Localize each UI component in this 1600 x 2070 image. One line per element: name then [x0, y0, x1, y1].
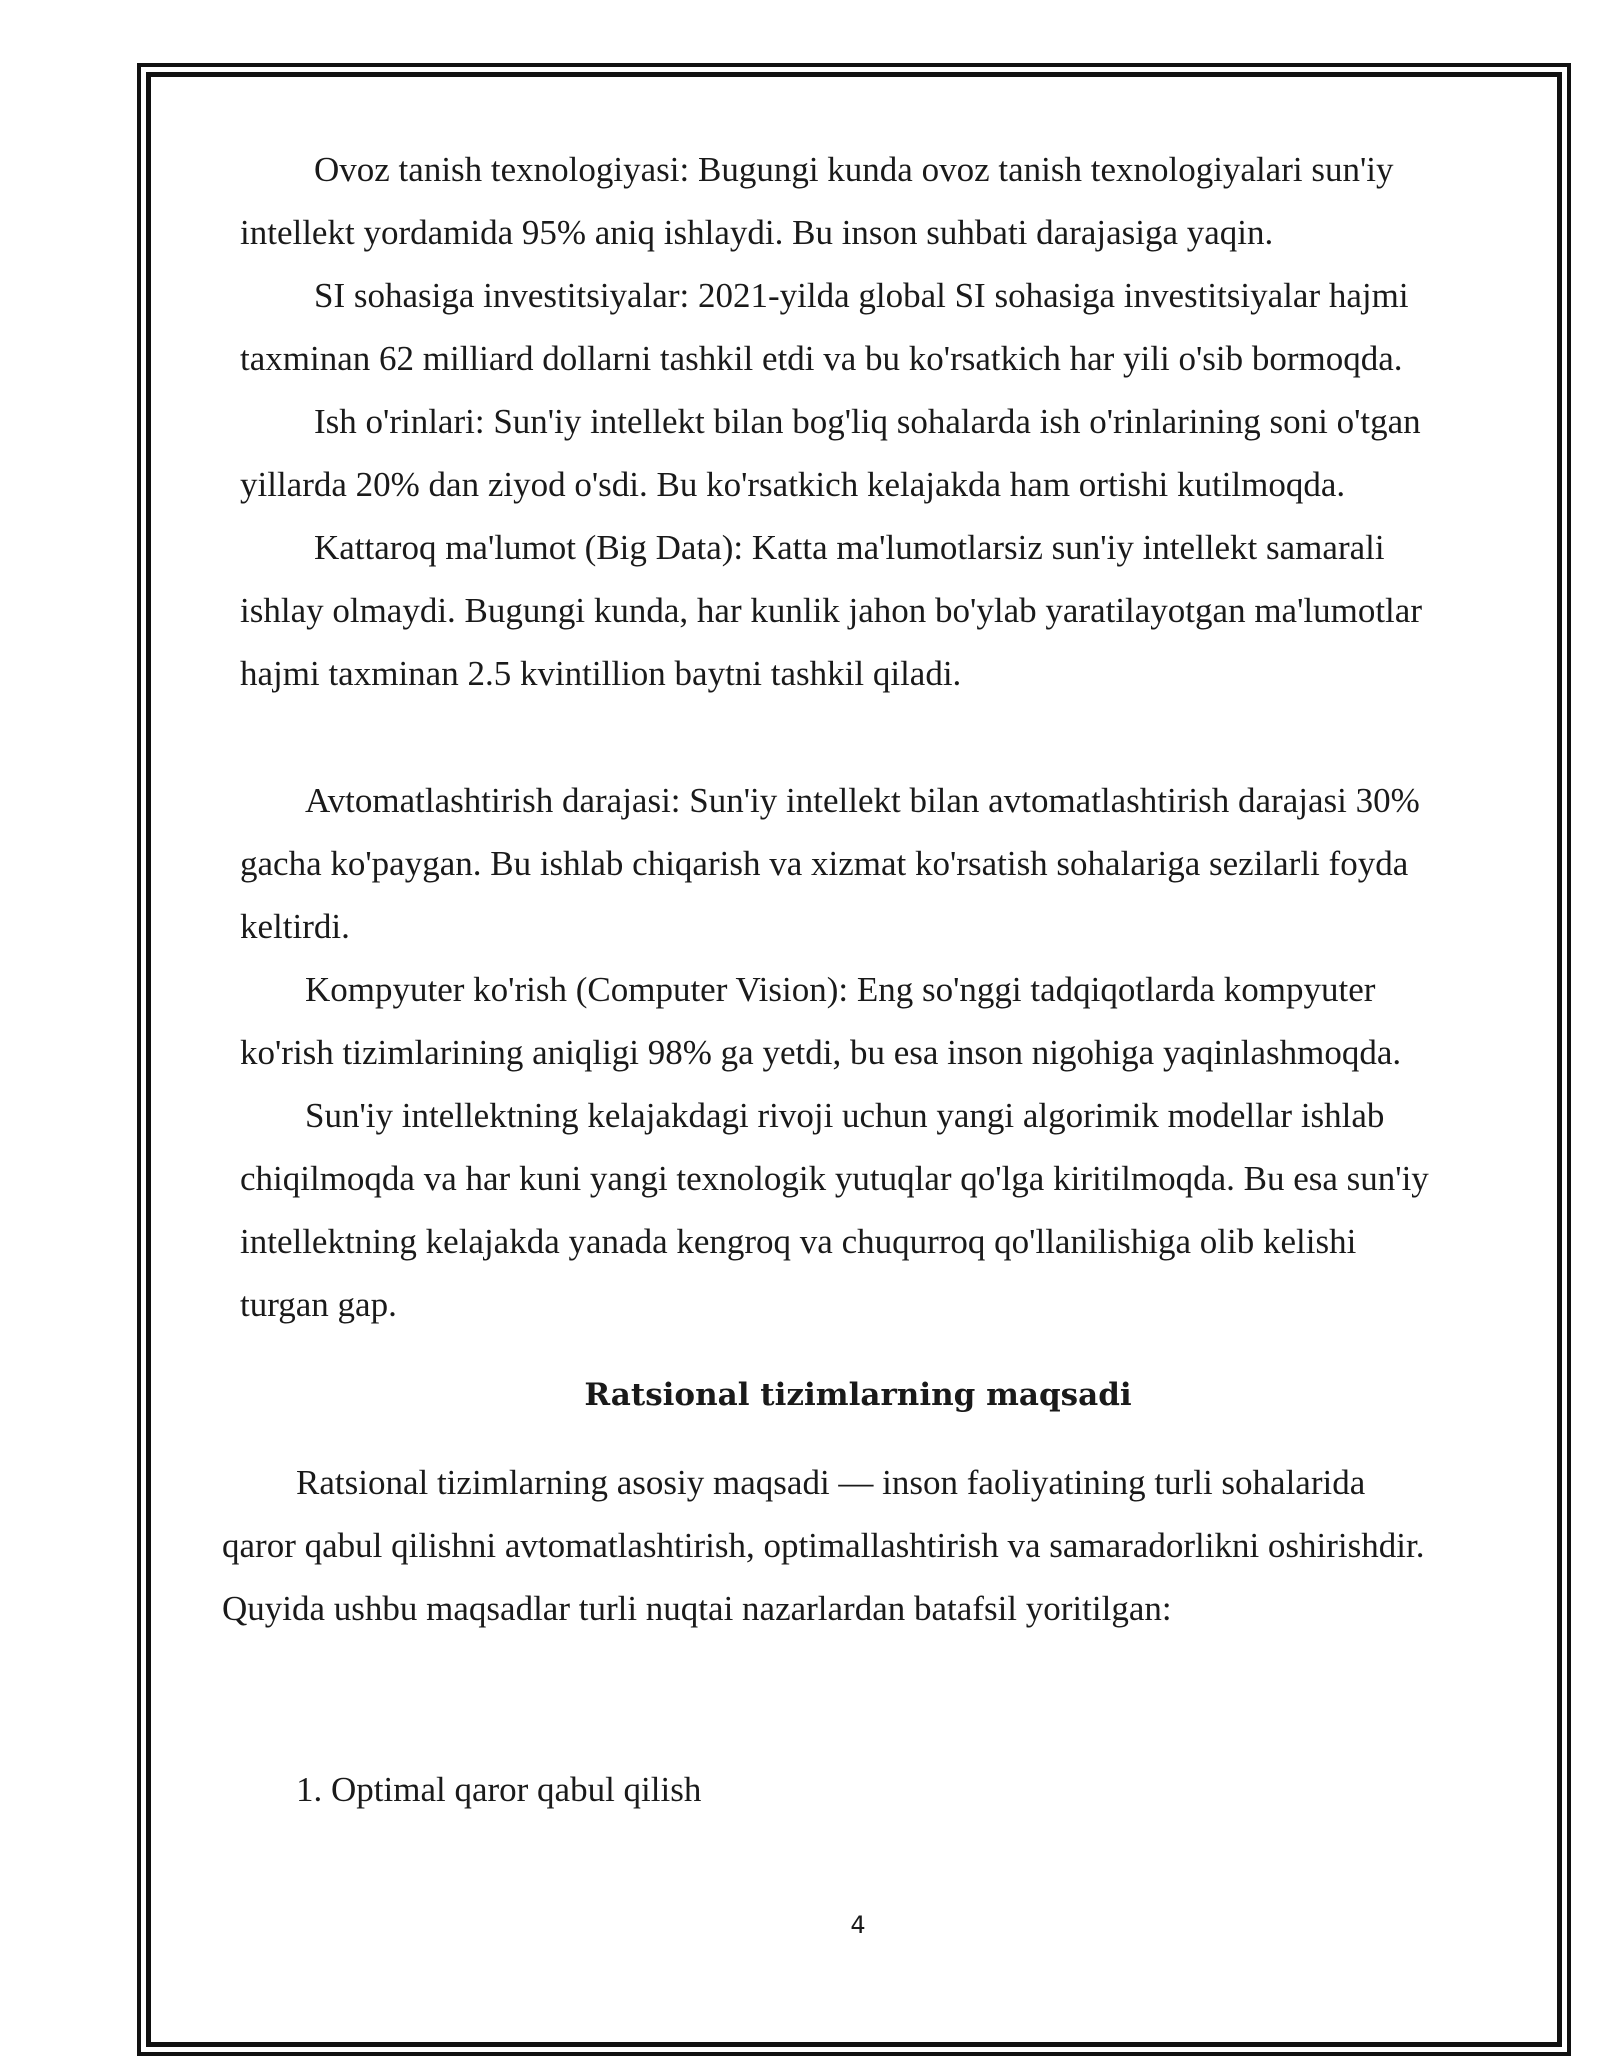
paragraph-automation-line-3: keltirdi.	[240, 907, 350, 946]
paragraph-big-data-line-2: ishlay olmaydi. Bugungi kunda, har kunlik jahon bo'ylab yaratilayotgan ma'lumotlar	[240, 591, 1422, 630]
paragraph-ai-investment-line-1: SI sohasiga investitsiyalar: 2021-yilda global SI sohasiga investitsiyalar hajmi	[314, 276, 1409, 315]
paragraph-voice-recognition-line-2: intellekt yordamida 95% aniq ishlaydi. Bu inson suhbati darajasiga yaqin.	[240, 213, 1274, 252]
section-paragraph-line-2: qaror qabul qilishni avtomatlashtirish, optimallashtirish va samaradorlikni oshirishdir.	[222, 1526, 1425, 1565]
paragraph-jobs-line-2: yillarda 20% dan ziyod o'sdi. Bu ko'rsatkich kelajakda ham ortishi kutilmoqda.	[240, 465, 1346, 504]
paragraph-computer-vision-line-1: Kompyuter ko'rish (Computer Vision): Eng so'nggi tadqiqotlarda kompyuter	[305, 970, 1376, 1009]
page-number: 4	[850, 1911, 866, 1939]
paragraph-future-ai-line-4: turgan gap.	[240, 1285, 397, 1324]
paragraph-future-ai-line-2: chiqilmoqda va har kuni yangi texnologik yutuqlar qo'lga kiritilmoqda. Bu esa sun'iy	[240, 1159, 1429, 1198]
paragraph-ai-investment-line-2: taxminan 62 milliard dollarni tashkil etdi va bu ko'rsatkich har yili o'sib bormoqda.	[240, 339, 1403, 378]
paragraph-automation-line-1: Avtomatlashtirish darajasi: Sun'iy intellekt bilan avtomatlashtirish darajasi 30%	[305, 781, 1420, 820]
paragraph-future-ai-line-3: intellektning kelajakda yanada kengroq va chuqurroq qo'llanilishiga olib kelishi	[240, 1222, 1357, 1261]
paragraph-jobs-line-1: Ish o'rinlari: Sun'iy intellekt bilan bog'liq sohalarda ish o'rinlarining soni o'tgan	[314, 402, 1421, 441]
list-item: 1. Optimal qaror qabul qilish	[296, 1770, 702, 1809]
paragraph-big-data-line-3: hajmi taxminan 2.5 kvintillion baytni tashkil qiladi.	[240, 654, 962, 693]
paragraph-voice-recognition-line-1: Ovoz tanish texnologiyasi: Bugungi kunda ovoz tanish texnologiyalari sun'iy	[314, 150, 1394, 189]
section-heading: Ratsional tizimlarning maqsadi	[584, 1377, 1132, 1413]
section-paragraph-line-1: Ratsional tizimlarning asosiy maqsadi — inson faoliyatining turli sohalarida	[296, 1463, 1366, 1502]
paragraph-big-data-line-1: Kattaroq ma'lumot (Big Data): Katta ma'lumotlarsiz sun'iy intellekt samarali	[314, 528, 1385, 567]
paragraph-future-ai-line-1: Sun'iy intellektning kelajakdagi rivoji uchun yangi algorimik modellar ishlab	[305, 1096, 1385, 1135]
paragraph-computer-vision-line-2: ko'rish tizimlarining aniqligi 98% ga yetdi, bu esa inson nigohiga yaqinlashmoqda.	[240, 1033, 1402, 1072]
section-paragraph-line-3: Quyida ushbu maqsadlar turli nuqtai nazarlardan batafsil yoritilgan:	[222, 1589, 1172, 1628]
paragraph-automation-line-2: gacha ko'paygan. Bu ishlab chiqarish va xizmat ko'rsatish sohalariga sezilarli foyda	[240, 844, 1409, 883]
